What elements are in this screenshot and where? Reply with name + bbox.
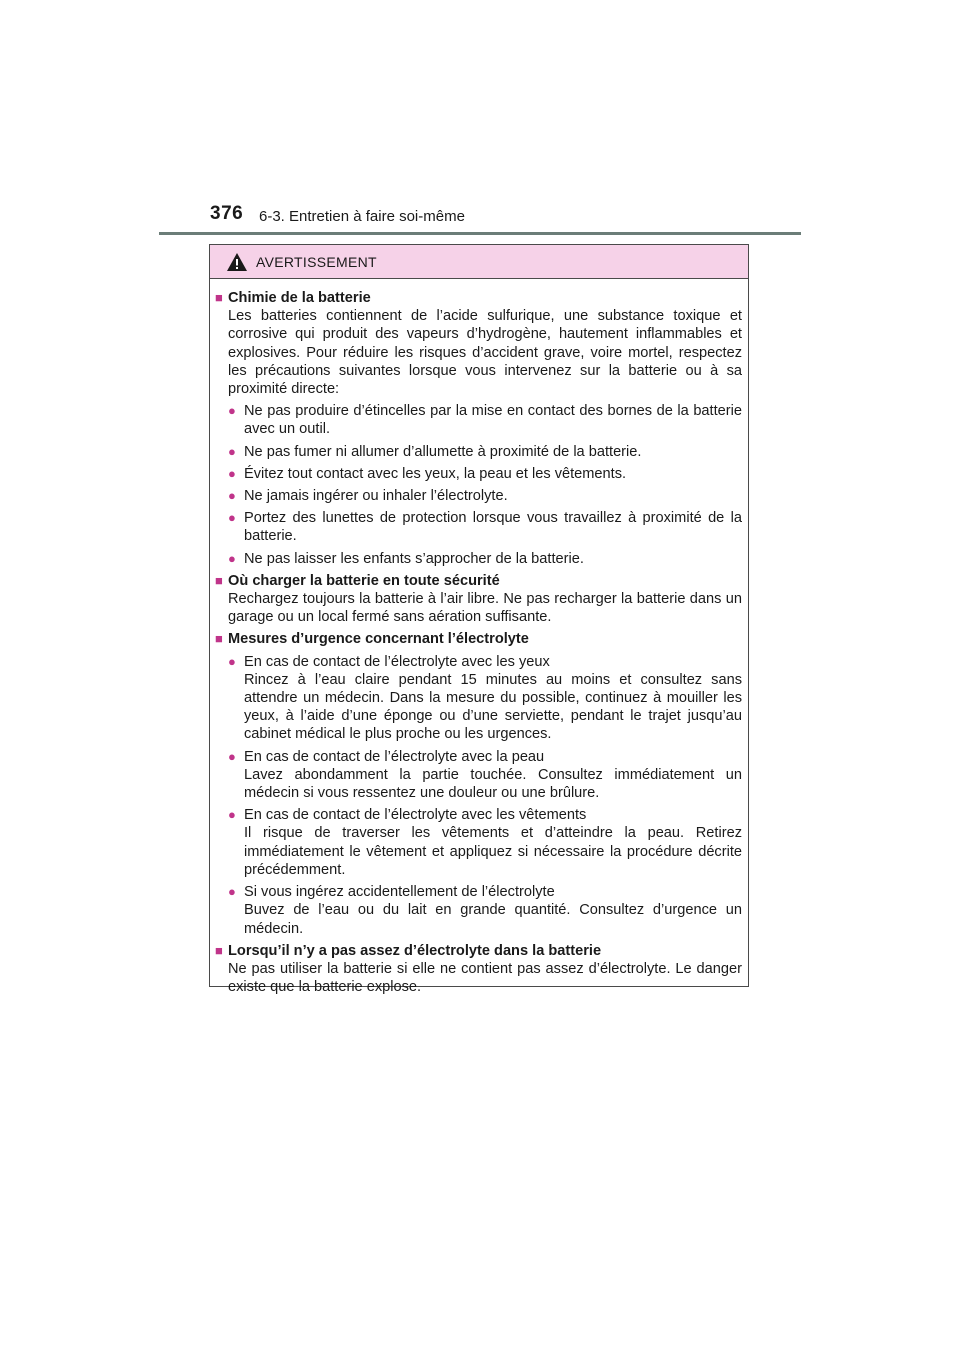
bullet-item xyxy=(215,487,742,505)
bullet-line: Ne pas fumer ni allumer d’allumette à proximité de la batterie. xyxy=(244,443,642,460)
warning-title: AVERTISSEMENT xyxy=(256,253,377,270)
bullet-text xyxy=(244,806,742,879)
warning-section xyxy=(215,630,742,937)
circle-bullet-icon: ● xyxy=(228,748,236,764)
page-number: 376 xyxy=(210,203,244,224)
bullet-text xyxy=(244,550,742,568)
bullet-detail: Il risque de traverser les vêtements et d’atteindre la peau. Retirez immédiatement le vêtement et appliquez si nécessaire la procédure décrite précédemment. xyxy=(244,825,742,878)
bullet-item xyxy=(215,883,742,938)
square-bullet-icon: ■ xyxy=(215,631,223,647)
section-heading xyxy=(215,942,742,960)
section-heading xyxy=(215,630,742,648)
circle-bullet-icon: ● xyxy=(228,488,236,504)
bullet-detail: Lavez abondamment la partie touchée. Consultez immédiatement un médecin si vous ressentez une douleur ou une brûlure. xyxy=(244,766,742,802)
section-title: 6-3. Entretien à faire soi-même xyxy=(259,208,465,225)
circle-bullet-icon: ● xyxy=(228,465,236,481)
square-bullet-icon: ■ xyxy=(215,942,223,958)
bullet-line: En cas de contact de l’électrolyte avec la peau xyxy=(244,748,545,765)
section-heading-text: Mesures d’urgence concernant l’électrolyte xyxy=(228,631,529,648)
bullet-item xyxy=(215,550,742,568)
bullet-item xyxy=(215,402,742,438)
circle-bullet-icon: ● xyxy=(228,884,236,900)
circle-bullet-icon: ● xyxy=(228,510,236,526)
circle-bullet-icon: ● xyxy=(228,807,236,823)
square-bullet-icon: ■ xyxy=(215,572,223,588)
circle-bullet-icon: ● xyxy=(228,443,236,459)
warning-section xyxy=(215,572,742,627)
bullet-text xyxy=(244,443,742,461)
section-paragraph: Les batteries contiennent de l’acide sulfurique, une substance toxique et corrosive qui produit des vapeurs d’hydrogène, hautement inflammables et explosives. Pour réduire les risques d’accident grave, voire mortel, respectez les précautions suivantes lorsque vous intervenez sur la batterie ou à sa proximité directe: xyxy=(228,308,742,398)
bullet-line: Ne pas produire d’étincelles par la mise en contact des bornes de la batterie avec un outil. xyxy=(244,403,742,438)
bullet-item xyxy=(215,806,742,879)
bullet-line: Ne jamais ingérer ou inhaler l’électrolyte. xyxy=(244,488,508,505)
bullet-line: Portez des lunettes de protection lorsque vous travaillez à proximité de la batterie. xyxy=(244,510,742,545)
circle-bullet-icon: ● xyxy=(228,653,236,669)
section-paragraph: Ne pas utiliser la batterie si elle ne contient pas assez d’électrolyte. Le danger existe que la batterie explose. xyxy=(228,960,742,996)
section-heading-text: Chimie de la batterie xyxy=(228,290,371,306)
bullet-item xyxy=(215,465,742,483)
bullet-text xyxy=(244,487,742,505)
bullet-line: En cas de contact de l’électrolyte avec les yeux xyxy=(244,653,550,670)
bullet-line: Évitez tout contact avec les yeux, la peau et les vêtements. xyxy=(244,465,627,482)
bullet-item xyxy=(215,653,742,744)
bullet-line: Si vous ingérez accidentellement de l’électrolyte xyxy=(244,884,555,901)
circle-bullet-icon: ● xyxy=(228,550,236,566)
warning-header xyxy=(210,245,748,279)
bullet-item xyxy=(215,748,742,803)
warning-section xyxy=(215,942,742,997)
bullet-text xyxy=(244,883,742,938)
bullet-detail: Rincez à l’eau claire pendant 15 minutes au moins et consultez sans attendre un médecin. Dans la mesure du possible, continuez à mouiller les yeux, à l’aide d’une éponge ou d’une serviette, pendant le trajet jusqu’au cabinet médical le plus proche ou les urgences. xyxy=(244,671,742,743)
bullet-item xyxy=(215,443,742,461)
circle-bullet-icon: ● xyxy=(228,403,236,419)
section-paragraph: Rechargez toujours la batterie à l’air libre. Ne pas recharger la batterie dans un garage ou un local fermé sans aération suffisante. xyxy=(228,591,742,626)
section-heading xyxy=(215,289,742,307)
warning-box xyxy=(209,244,749,996)
warning-triangle-icon xyxy=(226,252,248,272)
bullet-text xyxy=(244,509,742,545)
bullet-text xyxy=(244,465,742,483)
bullet-text xyxy=(244,402,742,438)
section-heading xyxy=(215,572,742,590)
warning-section xyxy=(215,289,742,568)
square-bullet-icon: ■ xyxy=(215,290,223,305)
bullet-line: En cas de contact de l’électrolyte avec les vêtements xyxy=(244,807,587,824)
section-heading-text: Lorsqu’il n’y a pas assez d’électrolyte dans la batterie xyxy=(228,942,602,959)
header-rule xyxy=(159,232,801,235)
warning-body xyxy=(210,279,748,996)
bullet-detail: Buvez de l’eau ou du lait en grande quantité. Consultez d’urgence un médecin. xyxy=(244,902,742,937)
bullet-text xyxy=(244,653,742,744)
bullet-line: Ne pas laisser les enfants s’approcher de la batterie. xyxy=(244,550,584,567)
section-heading-text: Où charger la batterie en toute sécurité xyxy=(228,572,500,589)
bullet-item xyxy=(215,509,742,545)
bullet-text xyxy=(244,748,742,803)
